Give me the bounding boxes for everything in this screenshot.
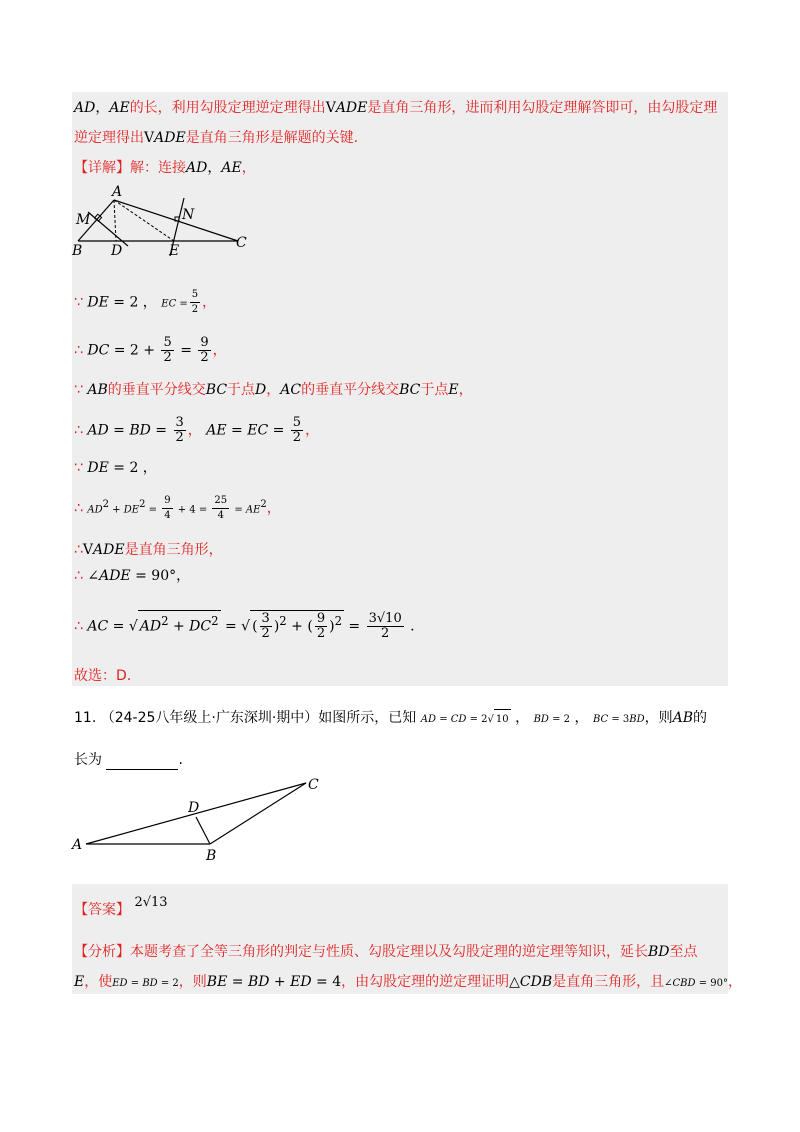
analysis-b-line-2: E，使ED = BD = 2，则BE = BD + ED = 4，由勾股定理的逆定理证明△CDB是直角三角形，且∠CBD = 90°， [74,974,743,990]
label-a: A [112,184,123,200]
analysis-b-line-1: 【分析】本题考查了全等三角形的判定与性质、勾股定理以及勾股定理的逆定理等知识，延长BD至点 [74,944,698,960]
segment-bd [196,817,210,844]
label-a: A [72,837,83,853]
step-angle: ∴ ∠ADE = 90°， [74,568,191,584]
label-n: N [182,207,195,223]
figure-1-diagram [70,184,260,260]
figure-2-diagram [68,774,330,864]
label-b: B [206,848,217,864]
label-b: B [72,243,83,259]
answer-value: 2√13 [134,895,168,910]
label-c: C [236,235,247,251]
step-right-triangle: ∴VADE是直角三角形， [74,542,223,558]
question-11-line2: 长为 . [74,752,183,768]
answer-blank [106,755,178,770]
step-bisectors: ∵ AB的垂直平分线交BC于点D，AC的垂直平分线交BC于点E， [74,382,473,398]
label-c: C [308,777,319,793]
step-ac: ∴ AC = √ $AD^2 + DC^2$ = √ ( $\frac{3}{2}$ )$^2$ + ( $\frac{9}{2}$ )$^2$ = $\frac{3√10}{2}$ . [74,611,415,642]
segment-bc [210,783,306,844]
analysis-line-2: 逆定理得出VADE是直角三角形是解题的关键. [74,130,359,146]
analysis-line-1: AD，AE的长，利用勾股定理逆定理得出VADE是直角三角形，进而利用勾股定理解答即可，由勾股定理 [74,100,718,116]
label-m: M [76,212,91,228]
step-equal-segments: ∴ AD = BD = $\frac{3}{2}$ ， AE = EC = $\frac{5}{2}$ ， [74,415,320,445]
step-pythagoras-check: ∴ $AD^2 + DE^2$ = $\frac{9}{4}$ + 4 = $\frac{25}{4}$ = $AE^2$， [74,495,281,521]
step-dc: ∴ DC = 2 + $\frac{5}{2}$ = $\frac{9}{2}$ ， [74,335,227,365]
step-de: ∵ DE = 2 ， [74,460,157,476]
question-11-stem: 11. （24-25八年级上·广东深圳·期中）如图所示，已知 AD = CD = 2√ 10 ， BD = 2 ， BC = 3BD，则AB的 [74,708,707,730]
label-e: E [169,243,180,259]
answer-line: 【答案】 2√13 [74,895,168,918]
label-d: D [188,800,200,816]
segment-ae-dashed [114,200,174,241]
label-d: D [111,243,123,259]
step-given: ∵ DE = 2 ， EC = $\frac{5}{2}$ ， [74,289,217,315]
detail-intro: 【详解】解：连接AD，AE， [74,160,256,176]
detail-choice: 故选：D. [74,668,132,684]
